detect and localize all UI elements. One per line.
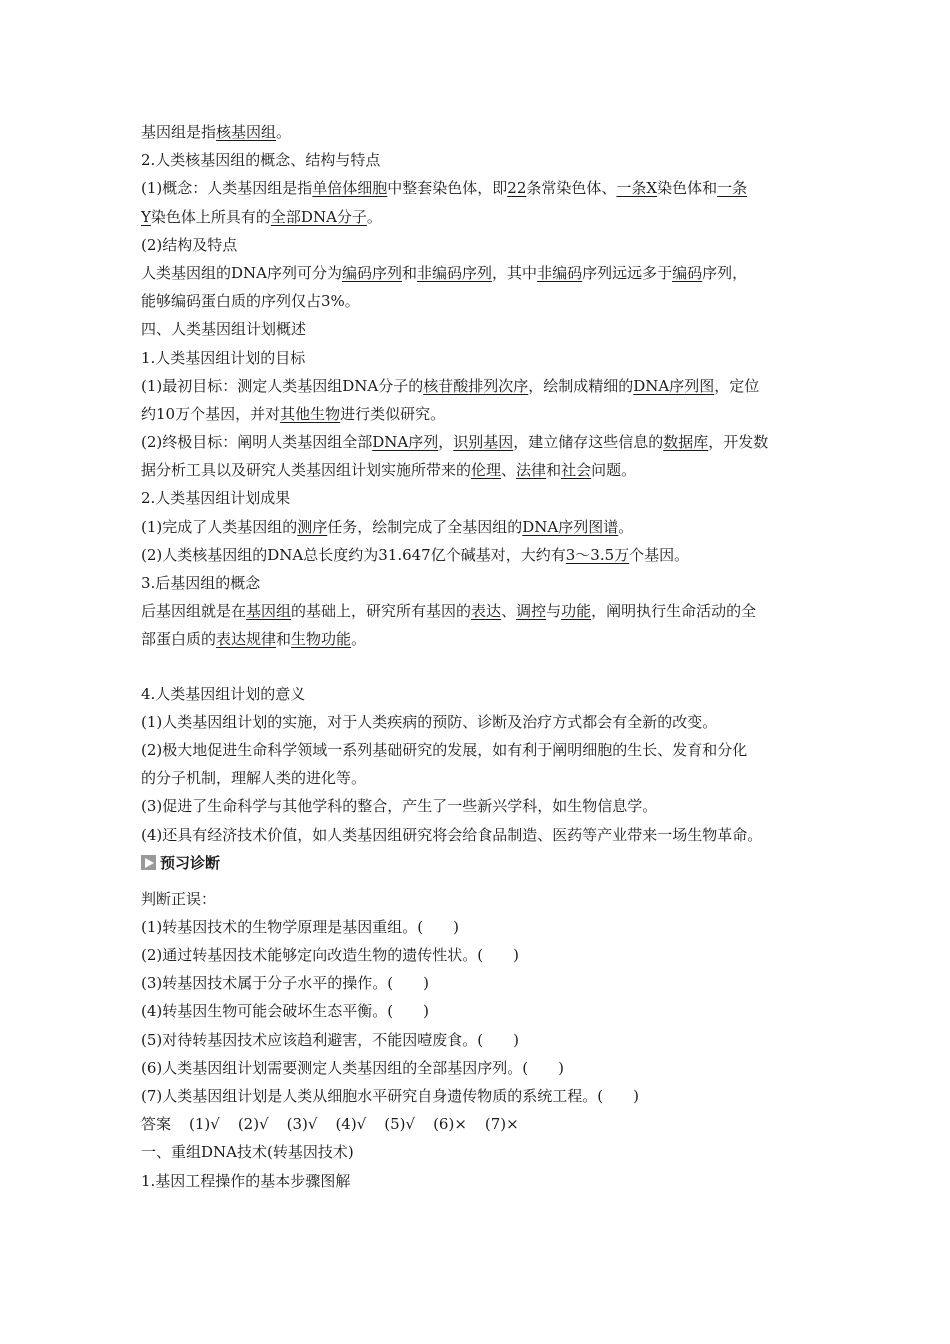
subheading: 2.人类核基因组的概念、结构与特点	[141, 151, 381, 170]
answer-line	[141, 1110, 821, 1138]
text-line: 的分子机制，理解人类的进化等。	[141, 769, 367, 788]
section-heading: 一、重组DNA技术(转基因技术)	[141, 1143, 354, 1162]
subheading: 2.人类基因组计划成果	[141, 489, 291, 508]
answer-item: (2)√	[237, 1115, 269, 1134]
answer-item: (4)√	[335, 1115, 367, 1134]
text-line: (1)人类基因组计划的实施，对于人类疾病的预防、诊断及治疗方式都会有全新的改变。	[141, 712, 718, 731]
text-line: (2)终极目标：阐明人类基因组全部DNA序列，识别基因，建立储存这些信息的数据库，开发数	[141, 433, 769, 452]
question-item: (1)转基因技术的生物学原理是基因重组。( )	[141, 917, 459, 936]
answer-item: (1)√	[189, 1115, 220, 1134]
text-line: 约10万个基因，并对其他生物进行类似研究。	[141, 404, 446, 423]
question-item: (4)转基因生物可能会破坏生态平衡。( )	[141, 1002, 429, 1021]
subheading: 1.基因工程操作的基本步骤图解	[141, 1171, 351, 1190]
subheading: 1.人类基因组计划的目标	[141, 348, 306, 367]
text-line: (1)最初目标：测定人类基因组DNA分子的核苷酸排列次序，绘制成精细的DNA序列图，定位	[141, 376, 760, 395]
question-item: (6)人类基因组计划需要测定人类基因组的全部基因序列。( )	[141, 1058, 564, 1077]
text-line: 能够编码蛋白质的序列仅占3%。	[141, 292, 360, 311]
text-line: (4)还具有经济技术价值，如人类基因组研究将会给食品制造、医药等产业带来一场生物革命。	[141, 825, 763, 844]
text-line: Y染色体上所具有的全部DNA分子。	[141, 207, 382, 226]
answer-item: (3)√	[286, 1115, 318, 1134]
section-title: 预习诊断	[160, 853, 221, 872]
text-line: 后基因组就是在基因组的基础上，研究所有基因的表达、调控与功能，阐明执行生命活动的全	[141, 602, 757, 621]
question-item: (3)转基因技术属于分子水平的操作。( )	[141, 974, 429, 993]
text-line: 据分析工具以及研究人类基因组计划实施所带来的伦理、法律和社会问题。	[141, 461, 637, 480]
text-line: 基因组是指核基因组。	[141, 123, 292, 141]
text-line: (2)人类核基因组的DNA总长度约为31.647亿个碱基对，大约有3～3.5万个基因。	[141, 545, 690, 564]
answer-item: (5)√	[384, 1115, 416, 1134]
spacer	[141, 654, 821, 680]
text-line: 部蛋白质的表达规律和生物功能。	[141, 630, 367, 649]
play-triangle-icon	[141, 855, 156, 870]
text-line: (1)概念：人类基因组是指单倍体细胞中整套染色体，即22条常染色体、一条X染色体和一条	[141, 179, 748, 198]
text-line: 人类基因组的DNA序列可分为编码序列和非编码序列，其中非编码序列远远多于编码序列，	[141, 263, 748, 282]
answer-label: 答案	[141, 1115, 172, 1134]
question-item: (5)对待转基因技术应该趋利避害，不能因噎废食。( )	[141, 1030, 519, 1049]
text-line: (2)极大地促进生命科学领域一系列基础研究的发展，如有利于阐明细胞的生长、发育和分化	[141, 740, 748, 759]
text-line: (2)结构及特点	[141, 235, 238, 254]
subheading: 3.后基因组的概念	[141, 574, 261, 592]
section-heading: 四、人类基因组计划概述	[141, 320, 307, 339]
answer-item: (7)×	[484, 1115, 519, 1134]
question-item: (7)人类基因组计划是人类从细胞水平研究自身遗传物质的系统工程。( )	[141, 1087, 639, 1105]
text-line: (1)完成了人类基因组的测序任务，绘制完成了全基因组的DNA序列图谱。	[141, 517, 634, 536]
subheading: 4.人类基因组计划的意义	[141, 684, 306, 703]
question-item: (2)通过转基因技术能够定向改造生物的遗传性状。( )	[141, 946, 519, 965]
text-line: (3)促进了生命科学与其他学科的整合，产生了一些新兴学科，如生物信息学。	[141, 797, 658, 816]
text-line: 判断正误：	[141, 889, 217, 908]
spacer	[141, 877, 821, 885]
answer-item: (6)×	[433, 1115, 467, 1134]
section-header	[141, 849, 821, 877]
document-body	[141, 118, 821, 1195]
